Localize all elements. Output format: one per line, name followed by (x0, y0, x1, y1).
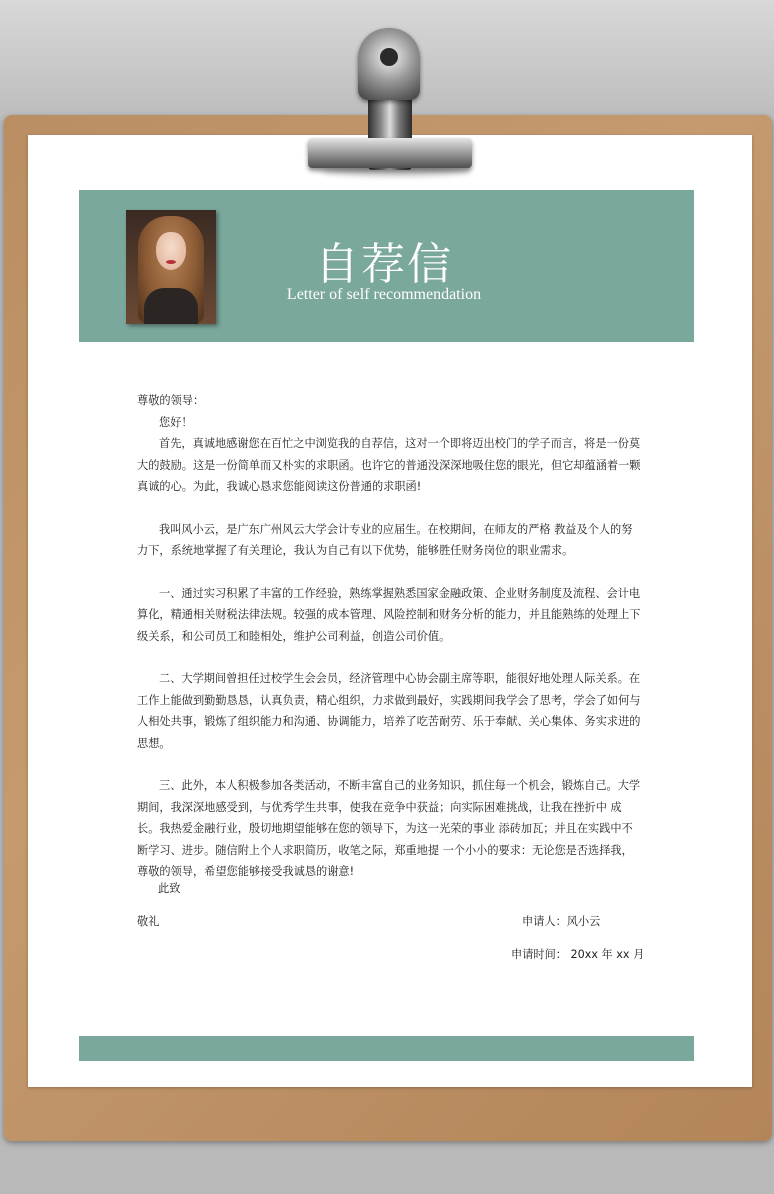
photo-face (156, 232, 186, 270)
page-subtitle: Letter of self recommendation (286, 286, 482, 303)
header-banner (79, 190, 694, 342)
paragraph-3: 一、通过实习积累了丰富的工作经验，熟练掌握熟悉国家金融政策、企业财务制度及流程、会计电算化，精通相关财税法律法规。较强的成本管理、风险控制和财务分析的能力，并且能熟练的处理上下级关系，和公司员工和睦相处，维护公司利益，创造公司价值。 (137, 586, 641, 643)
paragraph-5: 三、此外，本人积极参加各类活动，不断丰富自己的业务知识，抓住每一个机会，锻炼自己。大学期间，我深深地感受到，与优秀学生共事，使我在竞争中获益；向实际困难挑战，让我在挫折中 成长。我热爱金融行业，殷切地期望能够在您的领导下，为这一光荣的事业 添砖加瓦；并且在实践中不断学习、进步。随信附上个人求职简历，收笔之际，郑重地提 一个小小的要求：无论您是否选择我，尊敬的领导，希望您能够接受我诚恳的谢意! (137, 779, 641, 878)
photo-lips (166, 260, 176, 264)
clip-hole (380, 48, 398, 66)
clip-base (308, 138, 472, 168)
closing: 此致 (158, 882, 181, 895)
page-title: 自荐信 (315, 239, 453, 290)
greeting: 您好！ (159, 415, 193, 429)
applicant-name: 申请人：风小云 (522, 915, 601, 928)
profile-photo (126, 210, 216, 324)
binder-clip-icon (300, 28, 480, 178)
salutation: 尊敬的领导： (137, 394, 205, 407)
paragraph-4: 二、大学期间曾担任过校学生会会员，经济管理中心协会副主席等职，能很好地处理人际关系。在工作上能做到勤勤恳恳，认真负责，精心组织，力求做到最好，实践期间我学会了思考，学会了如何与人相处共事，锻炼了组织能力和沟通、协调能力，培养了吃苦耐劳、乐于奉献、关心集体、务实求进的思想。 (137, 672, 641, 750)
paragraph-1: 首先，真诚地感谢您在百忙之中浏览我的自荐信，这对一个即将迈出校门的学子而言，将是一份莫大的鼓励。这是一份简单而又朴实的求职函。也许它的普通没深深地吸住您的眼光，但它却蕴涵着一颗真诚的心。为此，我诚心恳求您能阅读这份普通的求职函! (137, 437, 641, 493)
letter-body (137, 390, 642, 883)
photo-body (144, 288, 198, 324)
paragraph-2: 我叫风小云，是广东广州风云大学会计专业的应届生。在校期间，在师友的严格 教益及个人的努力下，系统地掌握了有关理论，我认为自己有以下优势，能够胜任财务岗位的职业需求。 (137, 522, 633, 557)
footer-bar (79, 1036, 694, 1061)
regards: 敬礼 (137, 915, 160, 928)
application-date: 申请时间： 20xx 年 xx 月 (511, 948, 645, 961)
